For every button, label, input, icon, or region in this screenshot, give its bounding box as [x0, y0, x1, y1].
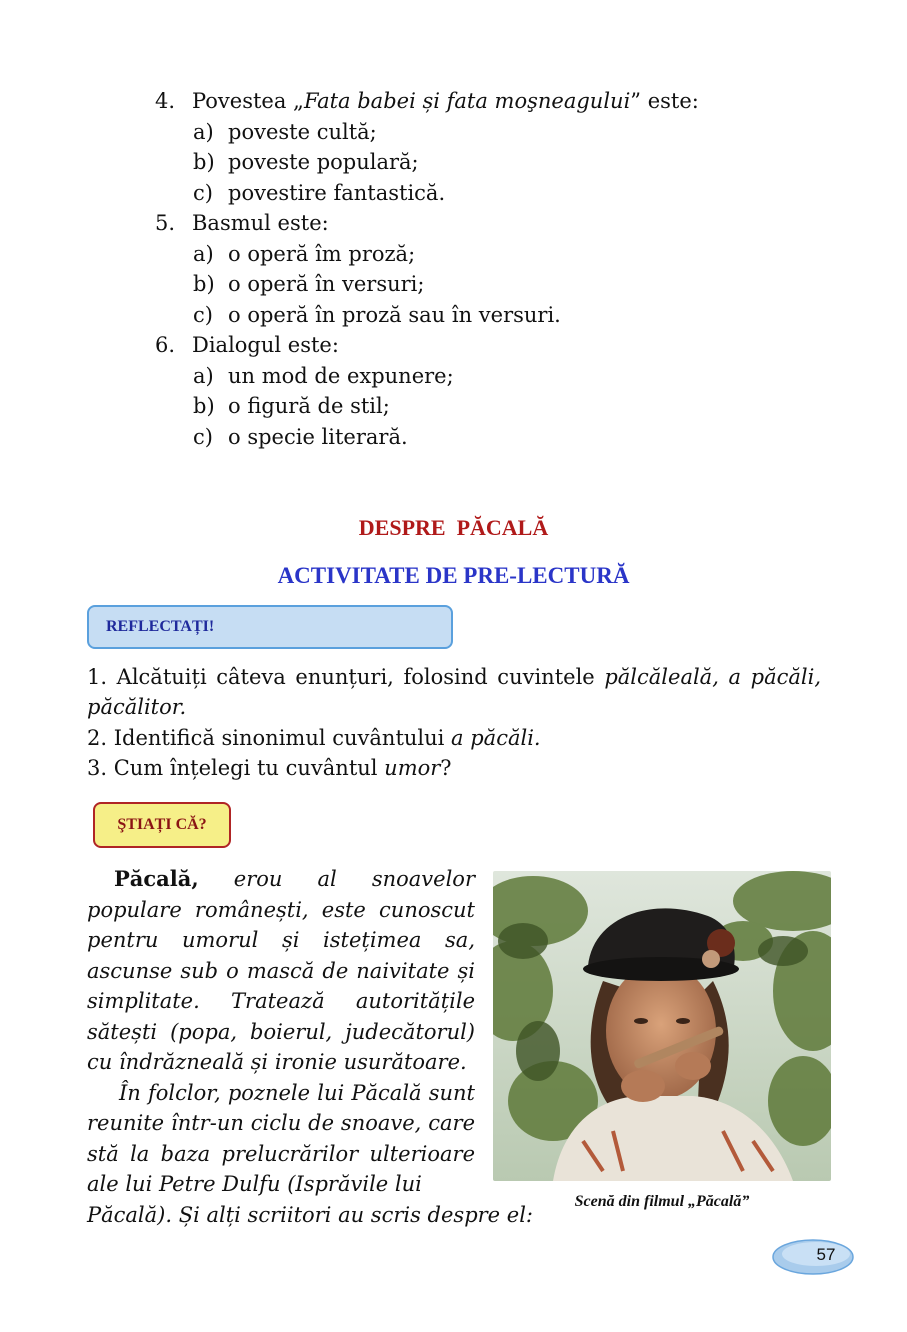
option-4b: b) poveste populară;	[193, 150, 419, 174]
did-you-know-box	[93, 802, 231, 848]
reflect-label: REFLECTAȚI!	[106, 618, 215, 635]
pacala-film-image	[493, 871, 831, 1181]
hero-name: Păcală,	[114, 866, 199, 891]
question-5: 5. Basmul este:	[155, 211, 329, 235]
option-6c: c) o specie literară.	[193, 425, 408, 449]
task-1: 1. Alcătuiți câteva enunțuri, folosind cuvintele pălcăleală, a păcăli, păcălitor.	[87, 665, 821, 719]
option-4c: c) povestire fantastică.	[193, 181, 446, 205]
option-6a: a) un mod de expunere;	[193, 364, 454, 388]
info-paragraph-1: Păcală, erou al snoavelor populare românești, este cunoscut pentru umorul și istețimea sa, ascunse sub o mască de naivitate și simplitate. Tratează autoritățile sătești (popa, boierul, judecătorul) cu îndrăzneală și ironie usurătoare.	[87, 866, 475, 1074]
task-3: 3. Cum înțelegi tu cuvântul umor?	[87, 756, 452, 780]
question-6: 6. Dialogul este:	[155, 333, 339, 357]
info-paragraph-2: În folclor, poznele lui Păcală sunt reunite într-un ciclu de snoave, care stă la baza prelucrărilor ulterioare ale lui Petre Dulfu (Isprăvile lui	[87, 1080, 475, 1196]
option-5b: b) o operă în versuri;	[193, 272, 425, 296]
task-2: 2. Identifică sinonimul cuvântului a păcăli.	[87, 726, 541, 750]
question-4: 4. Povestea „Fata babei și fata moşneagului” este:	[155, 89, 699, 113]
did-you-know-label: ŞTIAȚI CĂ?	[117, 816, 207, 833]
option-5c: c) o operă în proză sau în versuri.	[193, 303, 561, 327]
section-title: DESPRE PĂCALĂ	[358, 515, 549, 540]
info-text	[87, 864, 533, 1230]
film-scene-photo	[493, 871, 831, 1181]
reflect-box	[87, 605, 453, 649]
option-6b: b) o figură de stil;	[193, 394, 390, 418]
photo-caption: Scenă din filmul „Păcală”	[574, 1193, 750, 1210]
option-5a: a) o operă îm proză;	[193, 242, 416, 266]
info-paragraph-2-last-line: Păcală). Și alți scriitori au scris despre el:	[87, 1202, 533, 1227]
option-4a: a) poveste cultă;	[193, 120, 377, 144]
activity-title: ACTIVITATE DE PRE-LECTURĂ	[277, 563, 630, 588]
page-number: 57	[816, 1245, 836, 1264]
